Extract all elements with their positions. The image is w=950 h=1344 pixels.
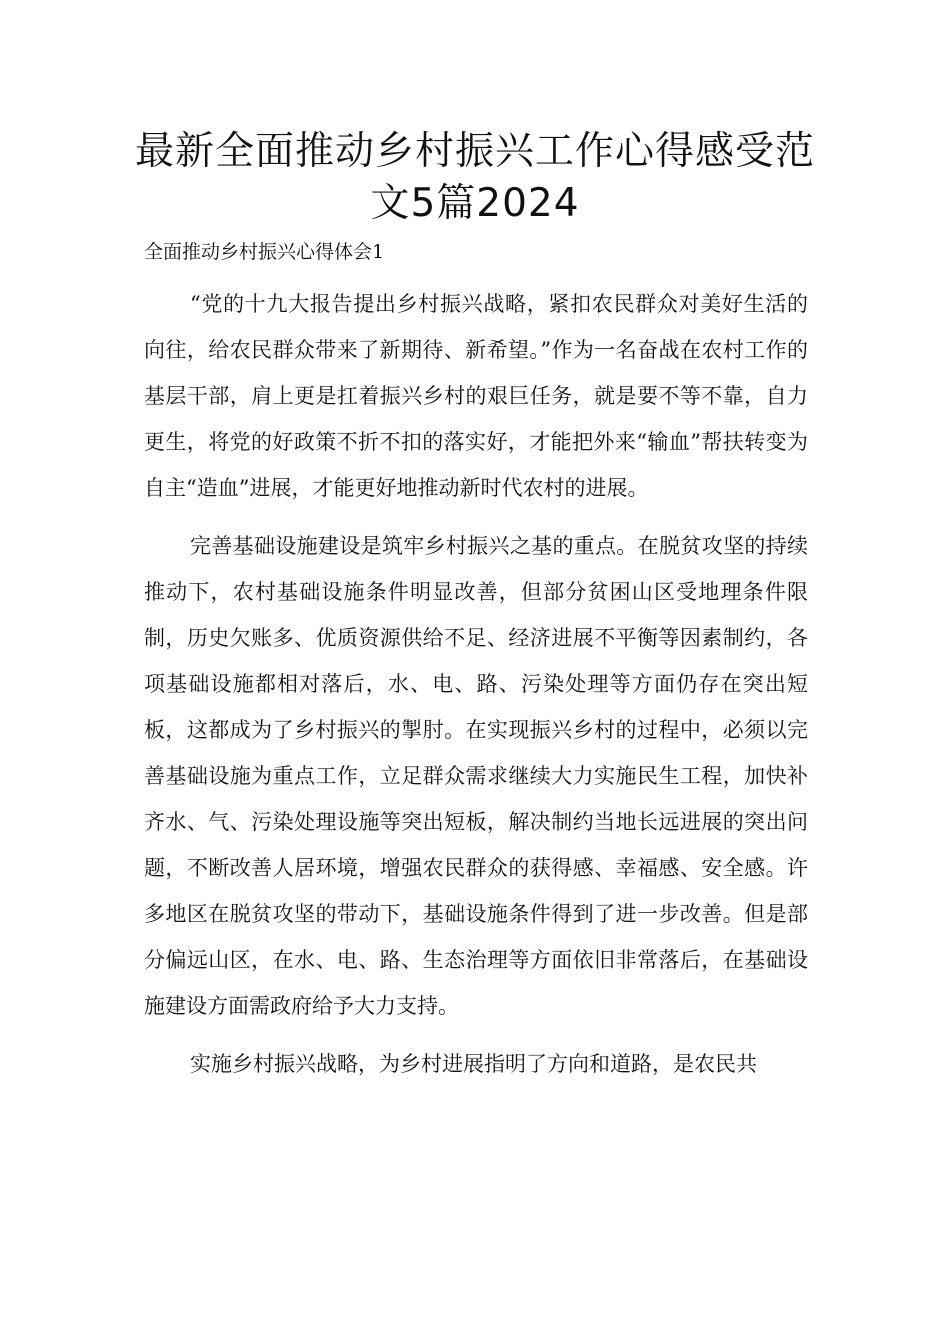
- section-heading: 全面推动乡村振兴心得体会1: [144, 241, 385, 263]
- body-paragraph: 完善基础设施建设是筑牢乡村振兴之基的重点。在脱贫攻坚的持续推动下，农村基础设施条件明显改善，但部分贫困山区受地理条件限制，历史欠账多、优质资源供给不足、经济进展不平衡等因素制约，各项基础设施都相对落后，水、电、路、污染处理等方面仍存在突出短板，这都成为了乡村振兴的掣肘。在实现振兴乡村的过程中，必须以完善基础设施为重点工作，立足群众需求继续大力实施民生工程，加快补齐水、气、污染处理设施等突出短板，解决制约当地长远进展的突出问题，不断改善人居环境，增强农民群众的获得感、幸福感、安全感。许多地区在脱贫攻坚的带动下，基础设施条件得到了进一步改善。但是部分偏远山区，在水、电、路、生态治理等方面依旧非常落后，在基础设施建设方面需政府给予大力支持。: [144, 534, 808, 1018]
- document-title: 最新全面推动乡村振兴工作心得感受范文5篇2024: [134, 129, 815, 226]
- document-body: [144, 281, 808, 1087]
- body-paragraph: “党的十九大报告提出乡村振兴战略，紧扣农民群众对美好生活的向往，给农民群众带来了新期待、新希望。”作为一名奋战在农村工作的基层干部，肩上更是扛着振兴乡村的艰巨任务，就是要不等不靠，自力更生，将党的好政策不折不扣的落实好，才能把外来“输血”帮扶转变为自主“造血”进展，才能更好地推动新时代农村的进展。: [144, 292, 808, 500]
- body-paragraph: 实施乡村振兴战略，为乡村进展指明了方向和道路，是农民共: [190, 1052, 757, 1076]
